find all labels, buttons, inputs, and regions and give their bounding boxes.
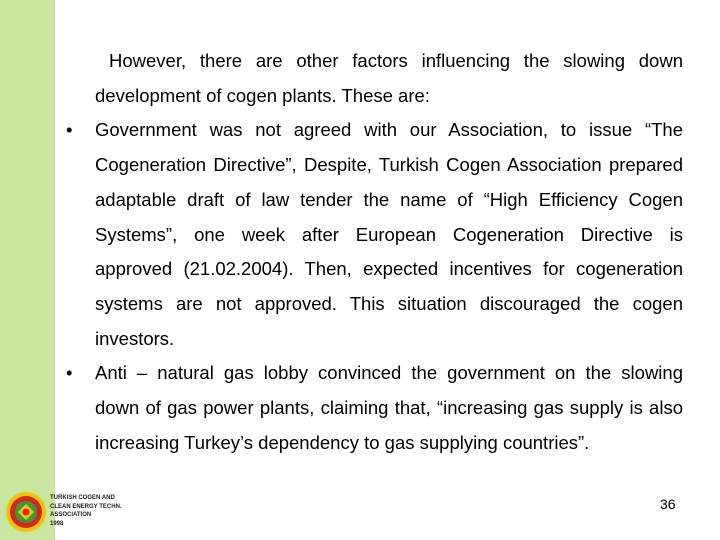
bullet-text-1: Government was not agreed with our Association, to issue “The Cogeneration Directive”, Despite, Turkish Cogen Association prepared adaptable draft of law tender the name of “High Efficiency Cogen Systems”, one week after European Cogeneration Directive is approved (21.02.2004). Then, expected incentives for cogeneration systems are not approved. This situation discouraged the cogen investors. — [95, 119, 683, 349]
bullet-item-1 — [60, 113, 683, 356]
bullet-item-2 — [60, 356, 683, 460]
bullet-text-2: Anti – natural gas lobby convinced the government on the slowing down of gas power plants, claiming that, “increasing gas supply is also increasing Turkey’s dependency to gas supplying countries”. — [95, 362, 683, 453]
slide-content — [60, 44, 683, 460]
bullet-icon: • — [66, 119, 73, 141]
logo-line: ASSOCIATION — [50, 512, 92, 518]
bullet-icon: • — [66, 362, 73, 384]
logo-line: CLEAN ENERGY TECHN. — [50, 503, 122, 510]
decorative-side-bar — [0, 0, 55, 540]
page-number: 36 — [660, 496, 676, 512]
logo-line: TURKISH COGEN AND — [50, 495, 115, 501]
association-logo-icon — [4, 490, 48, 534]
logo-line: 1998 — [50, 520, 64, 527]
logo-caption — [50, 494, 160, 528]
logo-center-dot — [23, 509, 30, 516]
intro-paragraph: However, there are other factors influencing the slowing down development of cogen plants. These are: — [95, 50, 683, 106]
